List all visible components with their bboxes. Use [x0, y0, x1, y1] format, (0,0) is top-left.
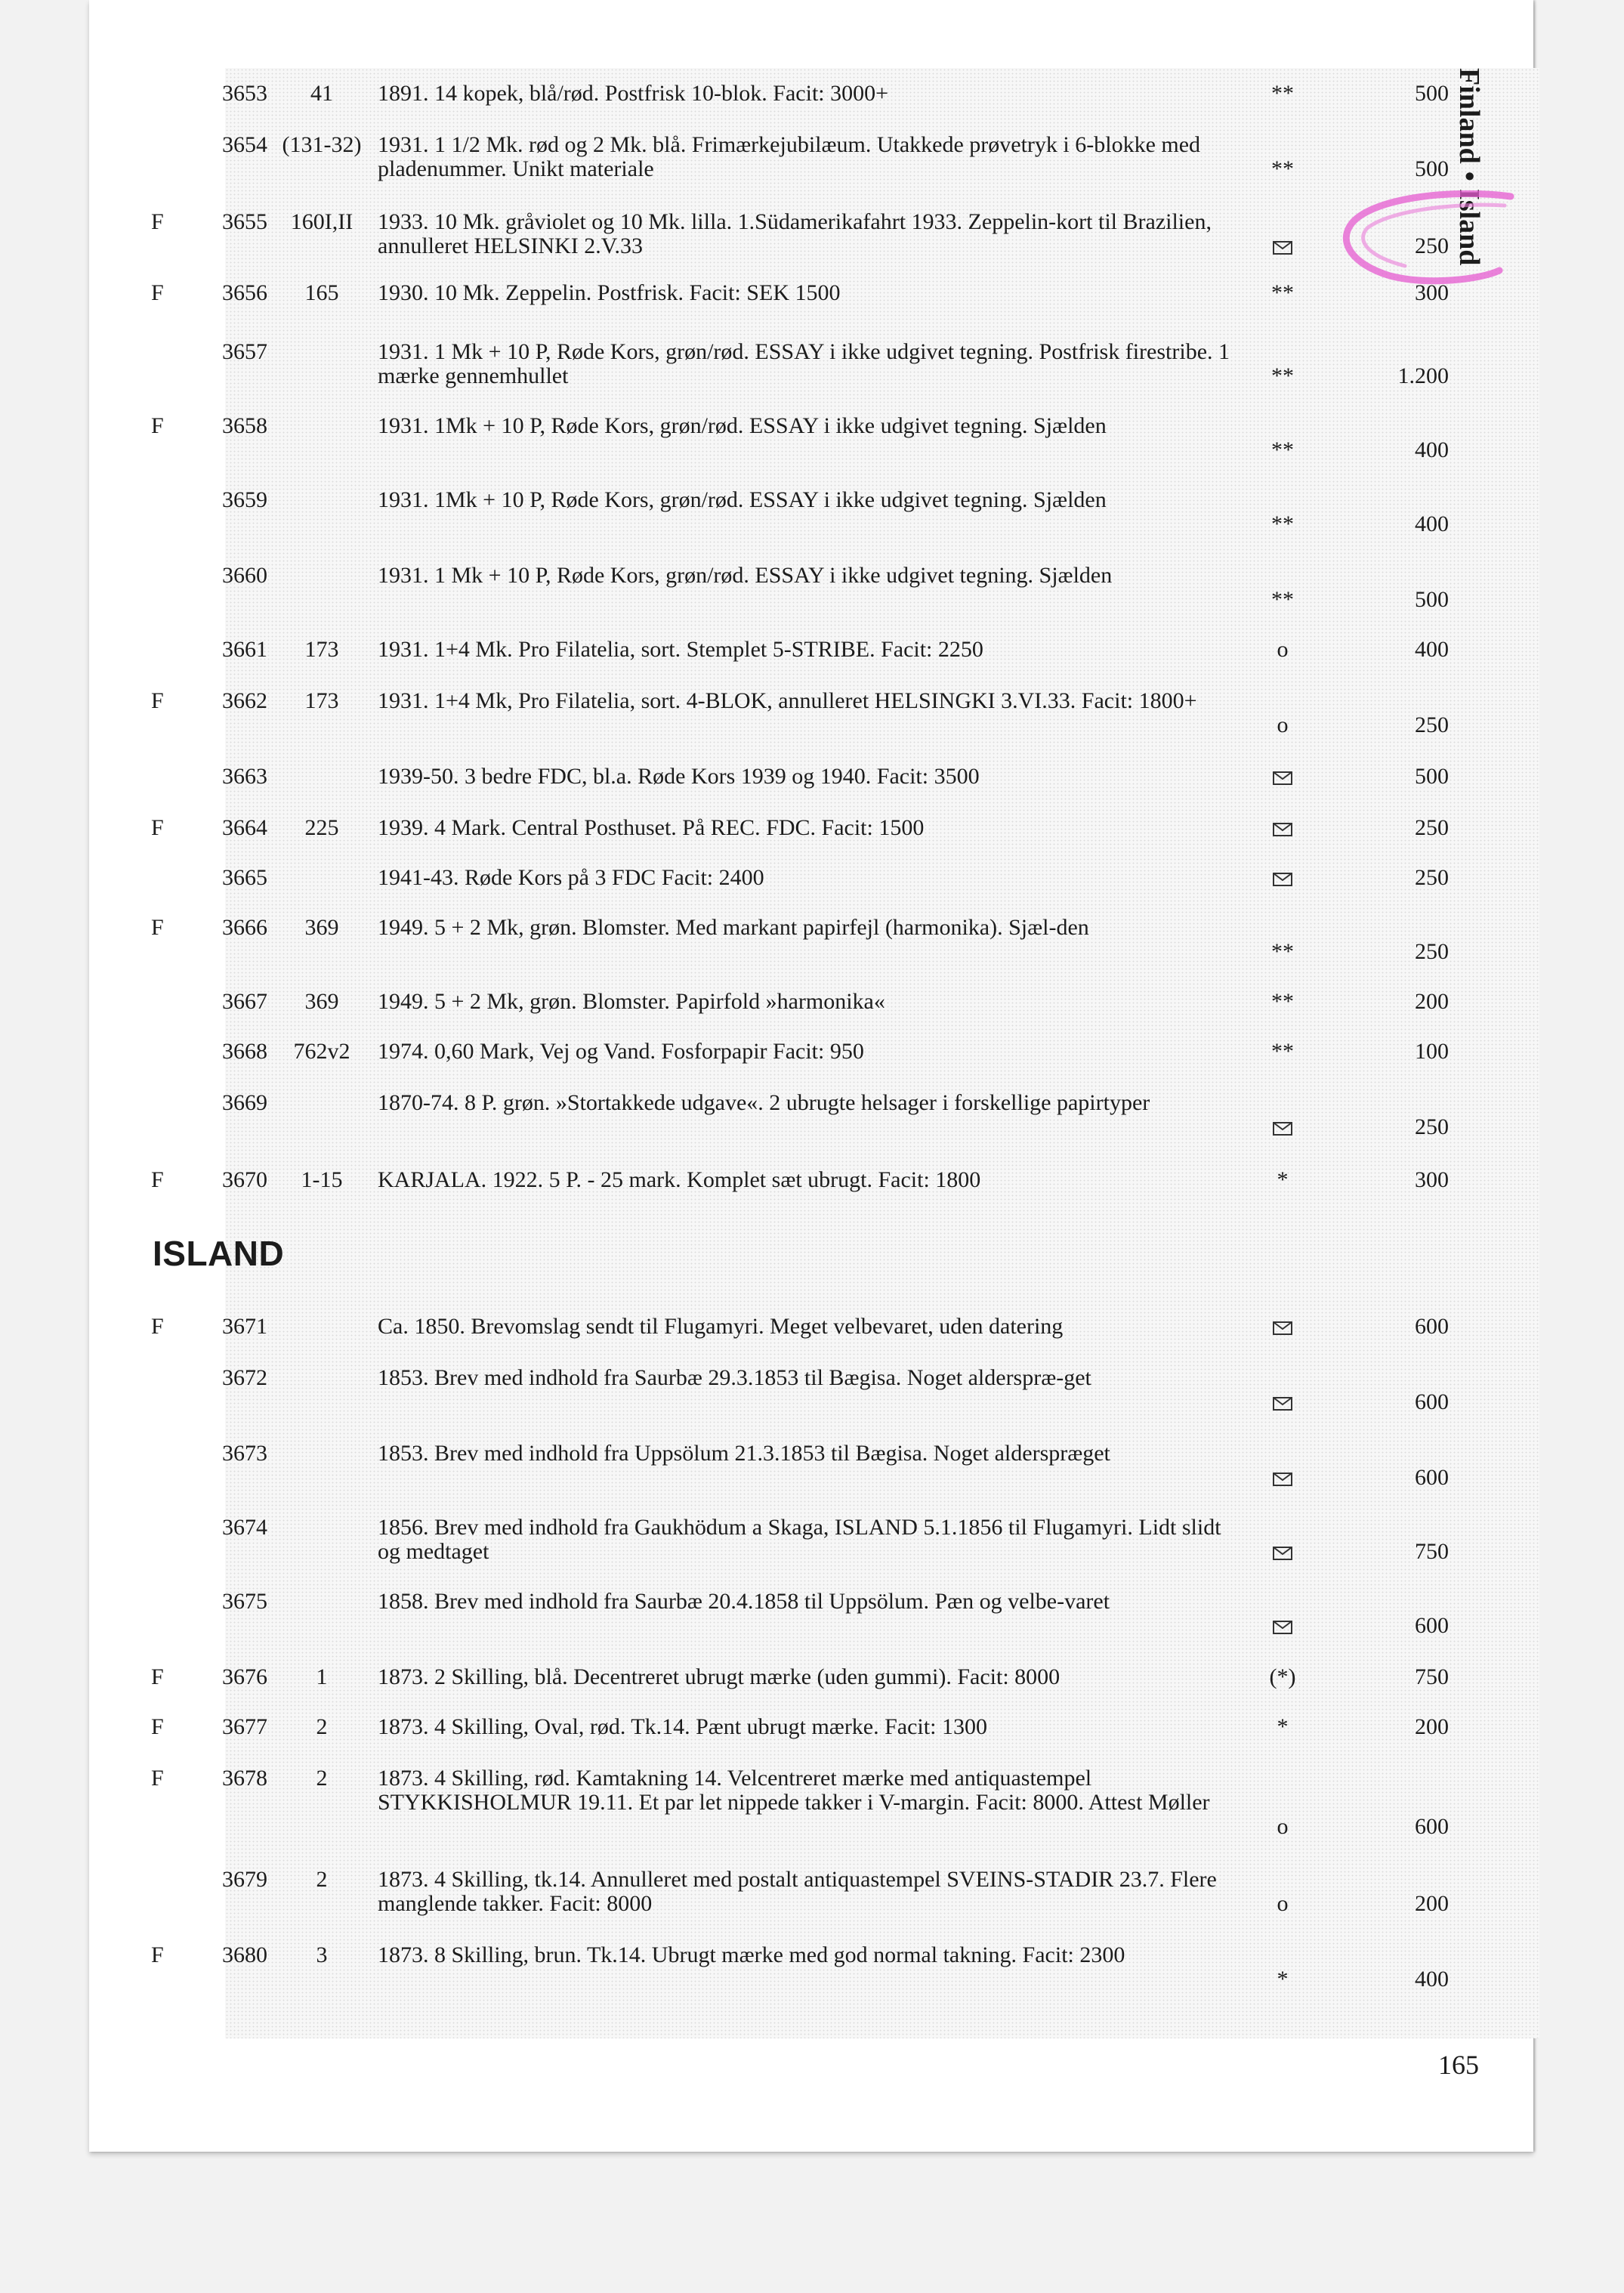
catalog-number: 1-15 [301, 1167, 343, 1192]
cover-envelope-icon [1252, 234, 1313, 258]
lot-description: 1930. 10 Mk. Zeppelin. Postfrisk. Facit: SEK 1500 [378, 280, 841, 305]
tab-separator: • [1453, 171, 1485, 182]
cover-envelope-icon [1252, 1115, 1313, 1139]
lot-description: 1939. 4 Mark. Central Posthuset. På REC. FDC. Facit: 1500 [378, 815, 925, 840]
lot-row [89, 1366, 1533, 1414]
lot-number: 3658 [222, 413, 267, 438]
cover-envelope-icon [1252, 866, 1313, 890]
lot-description: 1949. 5 + 2 Mk, grøn. Blomster. Med markant papirfejl (harmonika). Sjæl-den [378, 915, 1089, 940]
catalog-number: 1 [316, 1664, 328, 1689]
lot-number: 3661 [222, 637, 267, 662]
condition-symbol: * [1277, 1714, 1289, 1739]
lot-price: 300 [1415, 1167, 1449, 1192]
lot-row [89, 1766, 1533, 1839]
lot-price: 400 [1415, 1967, 1449, 1992]
lot-row [89, 990, 1533, 1014]
condition-symbol: ** [1271, 156, 1294, 181]
lot-row [89, 765, 1533, 789]
lot-number: 3655 [222, 209, 267, 234]
section-heading: ISLAND [153, 1234, 285, 1273]
lot-number: 3667 [222, 989, 267, 1014]
lot-number: 3664 [222, 815, 267, 840]
lot-row [89, 1943, 1533, 1992]
catalog-number: 762v2 [293, 1039, 350, 1064]
lot-price: 600 [1415, 1613, 1449, 1638]
lot-price: 750 [1415, 1664, 1449, 1689]
catalog-number: 2 [316, 1714, 328, 1739]
lot-row [89, 1091, 1533, 1139]
cover-envelope-icon [1252, 1390, 1313, 1414]
lot-number: 3669 [222, 1090, 267, 1115]
lot-flag: F [151, 815, 164, 840]
lot-flag: F [151, 1167, 164, 1192]
lot-price: 250 [1415, 939, 1449, 964]
lot-description: 1856. Brev med indhold fra Gaukhödum a Skaga, ISLAND 5.1.1856 til Flugamyri. Lidt slidt og medtaget [378, 1515, 1221, 1564]
catalog-number: 173 [304, 637, 339, 662]
lot-row [89, 1590, 1533, 1638]
lot-description: 1858. Brev med indhold fra Saurbæ 20.4.1858 til Uppsölum. Pæn og velbe-varet [378, 1589, 1110, 1614]
lot-number: 3678 [222, 1766, 267, 1791]
country-tab [1453, 68, 1485, 295]
condition-symbol: ** [1271, 437, 1294, 462]
condition-symbol: (*) [1269, 1664, 1296, 1689]
lot-price: 600 [1415, 1465, 1449, 1490]
lot-row [89, 1168, 1533, 1192]
catalog-number: 3 [316, 1942, 328, 1967]
lot-price: 200 [1415, 1891, 1449, 1916]
lot-number: 3677 [222, 1714, 267, 1739]
catalog-page [89, 0, 1533, 2152]
lot-flag: F [151, 413, 164, 438]
lot-description: 1853. Brev med indhold fra Uppsölum 21.3.1853 til Bægisa. Noget alderspræget [378, 1441, 1110, 1466]
lot-row [89, 1665, 1533, 1689]
lot-description: 1974. 0,60 Mark, Vej og Vand. Fosforpapir Facit: 950 [378, 1039, 864, 1064]
lot-row [89, 488, 1533, 536]
lot-row [89, 133, 1533, 181]
lot-description: 1873. 4 Skilling, tk.14. Annulleret med postalt antiquastempel SVEINS-STADIR 23.7. Flere manglende takker. Facit: 8000 [378, 1867, 1217, 1916]
lot-description: 1931. 1+4 Mk. Pro Filatelia, sort. Stemplet 5-STRIBE. Facit: 2250 [378, 637, 983, 662]
lot-description: 1931. 1Mk + 10 P, Røde Kors, grøn/rød. ESSAY i ikke udgivet tegning. Sjælden [378, 413, 1107, 438]
lot-row [89, 414, 1533, 462]
lot-description: 1873. 8 Skilling, brun. Tk.14. Ubrugt mærke med god normal takning. Facit: 2300 [378, 1942, 1125, 1967]
condition-symbol: o [1277, 1814, 1289, 1839]
lot-row [89, 689, 1533, 737]
condition-symbol: ** [1271, 363, 1294, 388]
lot-flag: F [151, 1664, 164, 1689]
lot-flag: F [151, 1766, 164, 1791]
lot-description: 1933. 10 Mk. gråviolet og 10 Mk. lilla. 1.Südamerikafahrt 1933. Zeppelin-kort til Brazilien, annulleret HELSINKI 2.V.33 [378, 209, 1212, 258]
lot-description: 1870-74. 8 P. grøn. »Stortakkede udgave«. 2 ubrugte helsager i forskellige papirtyper [378, 1090, 1150, 1115]
lot-row [89, 866, 1533, 890]
condition-symbol: ** [1271, 1039, 1294, 1064]
lot-flag: F [151, 280, 164, 305]
cover-envelope-icon [1252, 1614, 1313, 1638]
lot-price: 250 [1415, 865, 1449, 890]
lot-description: 1853. Brev med indhold fra Saurbæ 29.3.1853 til Bægisa. Noget alderspræ-get [378, 1365, 1091, 1390]
lot-row [89, 1442, 1533, 1490]
catalog-number: 2 [316, 1867, 328, 1892]
lot-row [89, 340, 1533, 388]
lot-price: 400 [1415, 437, 1449, 462]
condition-symbol: ** [1271, 81, 1294, 106]
lot-price: 500 [1415, 587, 1449, 612]
lot-number: 3663 [222, 764, 267, 789]
lot-description: 1931. 1 Mk + 10 P, Røde Kors, grøn/rød. ESSAY i ikke udgivet tegning. Postfrisk firestribe. 1 mærke gennemhullet [378, 339, 1230, 388]
lot-flag: F [151, 1942, 164, 1967]
lot-number: 3665 [222, 865, 267, 890]
lot-number: 3674 [222, 1515, 267, 1540]
lot-price: 1.200 [1397, 363, 1449, 388]
cover-envelope-icon [1252, 1466, 1313, 1490]
lot-price: 300 [1415, 280, 1449, 305]
tab-country-finland: Finland [1453, 68, 1485, 164]
cover-envelope-icon [1252, 1315, 1313, 1339]
lot-number: 3657 [222, 339, 267, 364]
lot-price: 500 [1415, 764, 1449, 789]
lot-description: 1931. 1 Mk + 10 P, Røde Kors, grøn/rød. ESSAY i ikke udgivet tegning. Sjælden [378, 563, 1113, 588]
cover-envelope-icon [1252, 816, 1313, 840]
catalog-number: 173 [304, 688, 339, 713]
catalog-number: 2 [316, 1766, 328, 1791]
lot-number: 3653 [222, 81, 267, 106]
lot-description: 1939-50. 3 bedre FDC, bl.a. Røde Kors 1939 og 1940. Facit: 3500 [378, 764, 980, 789]
catalog-number: (131-32) [282, 132, 362, 157]
lot-row [89, 210, 1533, 258]
lot-number: 3662 [222, 688, 267, 713]
catalog-number: 41 [310, 81, 333, 106]
cover-envelope-icon [1252, 765, 1313, 789]
condition-symbol: ** [1271, 511, 1294, 536]
lot-number: 3672 [222, 1365, 267, 1390]
lot-description: KARJALA. 1922. 5 P. - 25 mark. Komplet sæt ubrugt. Facit: 1800 [378, 1167, 981, 1192]
lot-row [89, 1040, 1533, 1064]
lot-description: 1931. 1 1/2 Mk. rød og 2 Mk. blå. Frimærkejubilæum. Utakkede prøvetryk i 6-blokke med pladenummer. Unikt materiale [378, 132, 1201, 181]
lot-price: 250 [1415, 712, 1449, 737]
catalog-number: 369 [304, 989, 339, 1014]
condition-symbol: ** [1271, 989, 1294, 1014]
lot-flag: F [151, 915, 164, 940]
lot-price: 750 [1415, 1539, 1449, 1564]
lot-price: 400 [1415, 511, 1449, 536]
lot-row [89, 1868, 1533, 1916]
lot-price: 600 [1415, 1314, 1449, 1339]
lot-description: 1941-43. Røde Kors på 3 FDC Facit: 2400 [378, 865, 764, 890]
lot-flag: F [151, 688, 164, 713]
lot-price: 200 [1415, 1714, 1449, 1739]
lot-price: 100 [1415, 1039, 1449, 1064]
condition-symbol: ** [1271, 587, 1294, 612]
lot-number: 3680 [222, 1942, 267, 1967]
lot-number: 3679 [222, 1867, 267, 1892]
condition-symbol: * [1277, 1967, 1289, 1992]
lot-row [89, 281, 1533, 305]
lot-description: 1873. 4 Skilling, rød. Kamtakning 14. Velcentreret mærke med antiquastempel STYKKISHOLMUR 19.11. Et par let nippede takker i V-margin. Facit: 8000. Attest Møller [378, 1766, 1210, 1815]
catalog-number: 165 [304, 280, 339, 305]
lot-price: 400 [1415, 637, 1449, 662]
lot-row [89, 916, 1533, 964]
lot-description: 1949. 5 + 2 Mk, grøn. Blomster. Papirfold »harmonika« [378, 989, 885, 1014]
lot-row [89, 816, 1533, 840]
lot-flag: F [151, 1314, 164, 1339]
lot-row [89, 564, 1533, 612]
lot-price: 250 [1415, 233, 1449, 258]
lot-number: 3676 [222, 1664, 267, 1689]
lot-number: 3671 [222, 1314, 267, 1339]
catalog-number: 160I,II [290, 209, 354, 234]
lot-number: 3670 [222, 1167, 267, 1192]
lot-number: 3660 [222, 563, 267, 588]
lot-flag: F [151, 209, 164, 234]
condition-symbol: o [1277, 637, 1289, 662]
lot-price: 600 [1415, 1389, 1449, 1414]
lot-flag: F [151, 1714, 164, 1739]
lot-price: 250 [1415, 815, 1449, 840]
lot-number: 3656 [222, 280, 267, 305]
lot-price: 200 [1415, 989, 1449, 1014]
catalog-number: 369 [304, 915, 339, 940]
page-number: 165 [1438, 2050, 1479, 2080]
lot-row [89, 1715, 1533, 1739]
condition-symbol: o [1277, 712, 1289, 737]
lot-number: 3659 [222, 487, 267, 512]
lot-price: 600 [1415, 1814, 1449, 1839]
lot-price: 500 [1415, 156, 1449, 181]
condition-symbol: ** [1271, 280, 1294, 305]
cover-envelope-icon [1252, 1540, 1313, 1564]
lot-number: 3675 [222, 1589, 267, 1614]
condition-symbol: o [1277, 1891, 1289, 1916]
lot-row [89, 1516, 1533, 1564]
catalog-number: 225 [304, 815, 339, 840]
lot-number: 3666 [222, 915, 267, 940]
lot-row [89, 1315, 1533, 1339]
lot-price: 500 [1415, 81, 1449, 106]
lot-row [89, 82, 1533, 106]
lot-description: Ca. 1850. Brevomslag sendt til Flugamyri. Meget velbevaret, uden datering [378, 1314, 1064, 1339]
lot-description: 1873. 2 Skilling, blå. Decentreret ubrugt mærke (uden gummi). Facit: 8000 [378, 1664, 1061, 1689]
lot-description: 1931. 1+4 Mk, Pro Filatelia, sort. 4-BLOK, annulleret HELSINGKI 3.VI.33. Facit: 1800+ [378, 688, 1197, 713]
lot-number: 3654 [222, 132, 267, 157]
lot-price: 250 [1415, 1114, 1449, 1139]
lot-description: 1931. 1Mk + 10 P, Røde Kors, grøn/rød. ESSAY i ikke udgivet tegning. Sjælden [378, 487, 1107, 512]
tab-country-island: Island [1453, 189, 1485, 266]
condition-symbol: ** [1271, 939, 1294, 964]
lot-description: 1873. 4 Skilling, Oval, rød. Tk.14. Pænt ubrugt mærke. Facit: 1300 [378, 1714, 987, 1739]
lot-description: 1891. 14 kopek, blå/rød. Postfrisk 10-blok. Facit: 3000+ [378, 81, 889, 106]
lot-number: 3668 [222, 1039, 267, 1064]
lot-number: 3673 [222, 1441, 267, 1466]
condition-symbol: * [1277, 1167, 1289, 1192]
lot-row [89, 638, 1533, 662]
